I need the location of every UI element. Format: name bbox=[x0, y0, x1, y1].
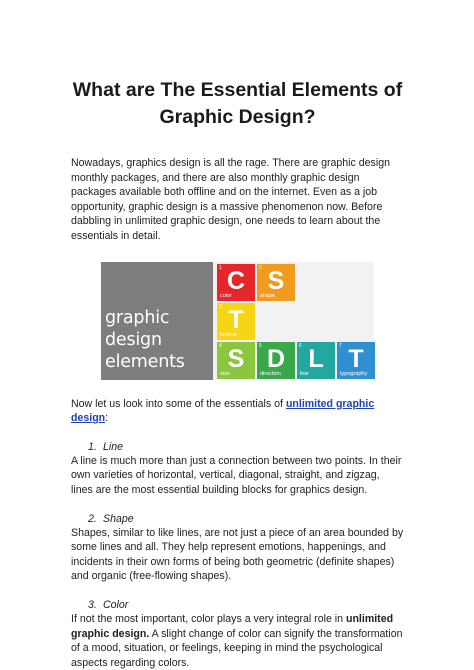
tile-number: 6 bbox=[299, 342, 302, 349]
graphic-design-elements-infographic bbox=[101, 262, 374, 380]
tile-number: 4 bbox=[219, 342, 222, 349]
tile-direction bbox=[257, 342, 295, 379]
tile-size bbox=[217, 342, 255, 379]
item-heading-line bbox=[88, 440, 404, 454]
tile-letter: D bbox=[266, 344, 286, 373]
infographic-line-2: design bbox=[105, 329, 162, 350]
tile-number: 5 bbox=[259, 342, 262, 349]
tile-texture bbox=[217, 303, 255, 340]
tile-letter: T bbox=[228, 305, 244, 334]
tile-letter: L bbox=[308, 344, 324, 373]
tile-caption: color bbox=[220, 292, 232, 299]
tile-caption: line bbox=[300, 370, 309, 377]
tile-number: 7 bbox=[339, 342, 342, 349]
tile-letter: T bbox=[348, 344, 364, 373]
color-body-bold: unlimited graphic design. bbox=[71, 612, 394, 640]
infographic-label bbox=[105, 307, 185, 373]
infographic-label-panel bbox=[101, 262, 213, 380]
lead-colon: : bbox=[105, 412, 109, 425]
item-body-shape: Shapes, similar to like lines, are not just a piece of an area bounded by some lines and all. They help represent emotions, happenings, and incidents in their own forms of being both geometric (definite shapes) and organic (free-flowing shapes). bbox=[71, 526, 404, 583]
tile-caption: typography bbox=[340, 370, 368, 377]
item-title: Line bbox=[103, 440, 124, 453]
item-number: 1. bbox=[88, 440, 97, 453]
item-body-line: A line is much more than just a connection between two points. In their own varieties of horizontal, vertical, diagonal, straight, and zigzag, lines are the most essential building blocks for graphics design. bbox=[71, 454, 402, 496]
tile-caption: shape bbox=[260, 292, 275, 299]
infographic-line-1: graphic bbox=[105, 307, 170, 328]
title-line-1: What are The Essential Elements of bbox=[72, 79, 403, 101]
tile-number: 3 bbox=[219, 303, 222, 310]
tile-shape bbox=[257, 264, 295, 301]
tile-typography bbox=[337, 342, 375, 379]
tile-color bbox=[217, 264, 255, 301]
page-title bbox=[71, 0, 404, 131]
item-heading-color bbox=[88, 598, 404, 612]
color-body-text: If not the most important, color plays a very integral role in bbox=[71, 612, 346, 625]
title-line-2: Graphic Design? bbox=[159, 106, 316, 128]
tile-line bbox=[297, 342, 335, 379]
item-number: 3. bbox=[88, 598, 97, 611]
tile-number: 2 bbox=[259, 264, 262, 271]
unlimited-graphic-design-link[interactable]: unlimited graphic design bbox=[71, 397, 375, 425]
lead-paragraph bbox=[71, 397, 404, 426]
tile-number: 1 bbox=[219, 264, 222, 271]
item-title: Color bbox=[103, 598, 129, 611]
item-title: Shape bbox=[103, 512, 134, 525]
tile-letter: S bbox=[267, 266, 285, 295]
tile-caption: direction bbox=[260, 370, 281, 377]
item-number: 2. bbox=[88, 512, 97, 525]
tile-caption: texture bbox=[220, 331, 237, 338]
tile-letter: C bbox=[226, 266, 246, 295]
lead-text: Now let us look into some of the essentials of bbox=[71, 397, 286, 410]
infographic-line-3: elements bbox=[105, 351, 185, 372]
intro-paragraph: Nowadays, graphics design is all the rage. There are graphic design monthly packages, and there are also monthly graphic design packages available both offline and on the internet. Even as a job opportunity, graphic design is a massive phenomenon now. Before dabbling in unlimited graphic design, one needs to learn about the essentials in detail. bbox=[71, 157, 390, 242]
color-body-text-end: A slight change of color can signify the transformation of a mood, situation, or feelings, keeping in mind the psychological aspects regarding colors. bbox=[71, 627, 403, 669]
item-heading-shape bbox=[88, 512, 404, 526]
tile-caption: size bbox=[220, 370, 230, 377]
item-body-color bbox=[71, 612, 404, 670]
tile-letter: S bbox=[227, 344, 245, 373]
